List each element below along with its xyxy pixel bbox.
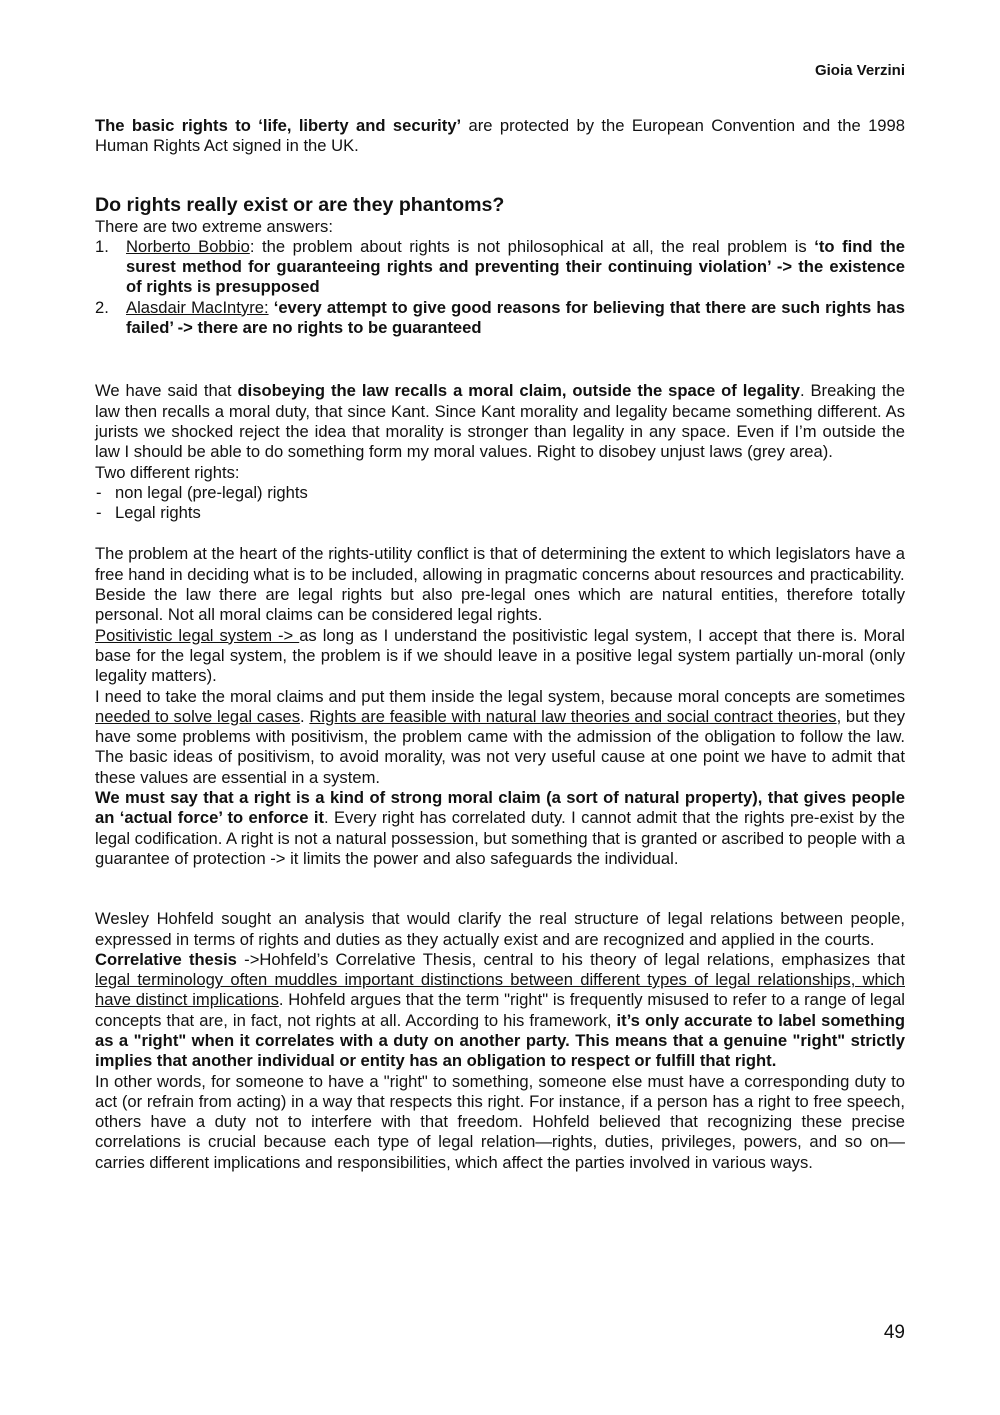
text-run: , but they have some problems with positivism, the problem came with the admission of the obligation to follow the law. The basic ideas of positivism, to avoid morality, was not very useful cause at one point we have to admit that these values are essential in a system. [95, 706, 905, 787]
author-link: Alasdair MacIntyre: [126, 297, 269, 317]
page-content [95, 116, 905, 1173]
author-name: Gioia Verzini [814, 62, 905, 79]
dash-bullet: - [96, 482, 102, 502]
list-item [95, 298, 905, 339]
text-run: . Every right has correlated duty. I cannot admit that the rights pre-exist by the legal codification. A right is not a natural possession, but something that is granted or ascribed to people with a guarantee of protection -> it limits the power and also safeguards the individual. [95, 808, 905, 868]
list-number: 2. [95, 297, 109, 317]
text-run: I need to take the moral claims and put them inside the legal system, because moral concepts are sometimes [95, 686, 905, 706]
paragraph [95, 687, 905, 788]
paragraph: Two different rights: [95, 462, 240, 482]
text-run: . Hohfeld argues that the term "right" is frequently misused to refer to a range of legal concepts that are, in fact, not rights at all. According to his framework, [95, 990, 905, 1030]
list-number: 1. [95, 236, 109, 256]
paragraph [95, 950, 905, 1072]
page-number: 49 [883, 1322, 905, 1343]
section-heading: Do rights really exist or are they phantoms? [95, 193, 505, 216]
paragraph [95, 626, 905, 687]
intro-paragraph [95, 116, 905, 157]
paragraph: Wesley Hohfeld sought an analysis that would clarify the real structure of legal relations between people, expressed in terms of rights and duties as they actually exist and are recognized and applied in the courts. [95, 909, 905, 949]
item-text: : the problem about rights is not philosophical at all, the real problem is [249, 236, 815, 256]
underlined-run: legal terminology often muddles important distinctions between different types of legal relationships, which have distinct implications [95, 970, 905, 1010]
bold-run: We must say that a right is a kind of strong moral claim (a sort of natural property), that gives people an ‘actual force’ to enforce it [95, 788, 905, 828]
bold-run: it’s only accurate to label something as a "right" when it correlates with a duty on another party. This means that a genuine "right" strictly implies that another individual or entity has an obligation to respect or fulfill that right. [95, 1010, 905, 1071]
list-item [95, 483, 905, 503]
list-item [95, 503, 905, 523]
text-run: We have said that [95, 381, 238, 401]
bold-run: disobeying the law recalls a moral claim, outside the space of legality [237, 381, 800, 401]
item-bold: ‘to find the surest method for guaranteeing rights and preventing their continuing violation’ -> the existence of rights is presupposed [126, 236, 905, 297]
paragraph [95, 381, 905, 462]
list-item-text: Legal rights [115, 503, 201, 523]
paragraph: Beside the law there are legal rights but also pre-legal ones which are natural entities, therefore totally personal. Not all moral claims can be considered legal rights. [95, 585, 905, 625]
item-bold: ‘every attempt to give good reasons for believing that there are such rights has failed’ -> there are no rights to be guaranteed [126, 297, 905, 338]
text-run: . Breaking the law then recalls a moral duty, that since Kant. Since Kant morality and legality became something different. As jurists we shocked reject the idea that morality is stronger than legality in any space. Even if I’m outside the law I should be able to do something form my moral values. Right to disobey unjust laws (grey area). [95, 381, 905, 462]
bold-run: Correlative thesis [95, 949, 237, 969]
paragraph: The problem at the heart of the rights-utility conflict is that of determining the extent to which legislators have a free hand in deciding what is to be included, allowing in pragmatic concerns about resources and practicability. [95, 544, 905, 584]
author-link: Norberto Bobbio [126, 236, 250, 256]
rights-list [95, 483, 905, 524]
text-run: ->Hohfeld’s Correlative Thesis, central to his theory of legal relations, emphasizes that [236, 949, 905, 969]
paragraph [95, 788, 905, 869]
intro-text: are protected by the European Convention and the 1998 Human Rights Act signed in the UK. [95, 116, 905, 156]
text-run: . [300, 706, 310, 726]
underlined-run: Rights are feasible with natural law theories and social contract theories [309, 706, 837, 726]
answers-list [95, 237, 905, 338]
intro-bold: The basic rights to ‘life, liberty and security’ [95, 116, 462, 135]
underlined-run: Positivistic legal system -> [95, 625, 300, 645]
dash-bullet: - [96, 503, 102, 523]
text-run: as long as I understand the positivistic legal system, I accept that there is. Moral base for the legal system, the problem is if we should leave in a positive legal system partially un-moral (only legality matters). [95, 625, 905, 686]
list-item-text: non legal (pre-legal) rights [115, 482, 308, 502]
list-item [95, 237, 905, 298]
underlined-run: needed to solve legal cases [95, 706, 301, 726]
section-lead: There are two extreme answers: [95, 216, 333, 236]
paragraph: In other words, for someone to have a "right" to something, someone else must have a corresponding duty to act (or refrain from acting) in a way that respects this right. For instance, if a person has a right to free speech, others have a duty not to interfere with that freedom. Hohfeld believed that recognizing these precise correlations is crucial because each type of legal relation—rights, duties, privileges, powers, and so on—carries different implications and responsibilities, which affect the parties involved in various ways. [95, 1071, 905, 1172]
